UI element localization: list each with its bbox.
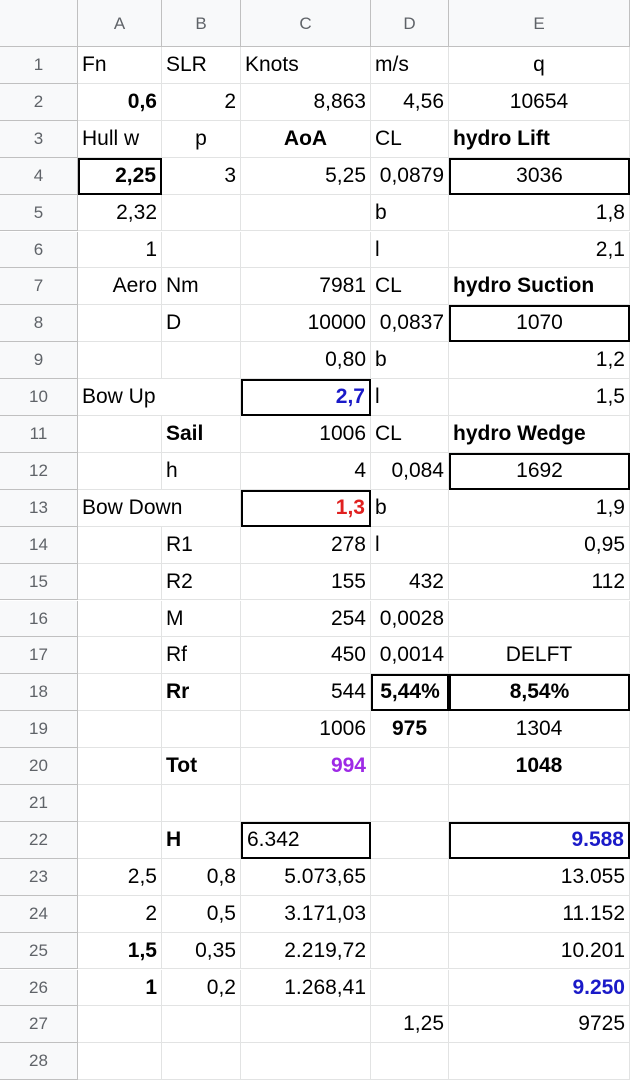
cell-a17[interactable] bbox=[78, 637, 162, 674]
row-header-26[interactable]: 26 bbox=[0, 970, 78, 1007]
cell-e6[interactable]: 2,1 bbox=[449, 232, 630, 269]
cell-c28[interactable] bbox=[241, 1043, 371, 1080]
cell-a11[interactable] bbox=[78, 416, 162, 453]
cell-e22[interactable]: 9.588 bbox=[449, 822, 630, 859]
cell-e12[interactable]: 1692 bbox=[449, 453, 630, 490]
cell-a14[interactable] bbox=[78, 527, 162, 564]
cell-e7[interactable]: hydro Suction bbox=[449, 268, 630, 305]
select-all-corner[interactable] bbox=[0, 0, 78, 47]
cell-a23[interactable]: 2,5 bbox=[78, 859, 162, 896]
row-header-3[interactable]: 3 bbox=[0, 121, 78, 158]
row-header-11[interactable]: 11 bbox=[0, 416, 78, 453]
cell-c15[interactable]: 155 bbox=[241, 564, 371, 601]
cell-d10[interactable]: l bbox=[371, 379, 449, 416]
cell-c3[interactable]: AoA bbox=[241, 121, 371, 158]
cell-d1[interactable]: m/s bbox=[371, 47, 449, 84]
cell-b1[interactable]: SLR bbox=[162, 47, 241, 84]
cell-e8[interactable]: 1070 bbox=[449, 305, 630, 342]
cell-c9[interactable]: 0,80 bbox=[241, 342, 371, 379]
cell-a25[interactable]: 1,5 bbox=[78, 933, 162, 970]
row-header-16[interactable]: 16 bbox=[0, 601, 78, 638]
cell-b25[interactable]: 0,35 bbox=[162, 933, 241, 970]
cell-b21[interactable] bbox=[162, 785, 241, 822]
cell-c7[interactable]: 7981 bbox=[241, 268, 371, 305]
cell-d20[interactable] bbox=[371, 748, 449, 785]
cell-a8[interactable] bbox=[78, 305, 162, 342]
row-header-17[interactable]: 17 bbox=[0, 637, 78, 674]
cell-b11[interactable]: Sail bbox=[162, 416, 241, 453]
cell-b4[interactable]: 3 bbox=[162, 158, 241, 195]
column-header-a[interactable]: A bbox=[78, 0, 162, 47]
cell-c27[interactable] bbox=[241, 1006, 371, 1043]
cell-d5[interactable]: b bbox=[371, 195, 449, 232]
row-header-15[interactable]: 15 bbox=[0, 564, 78, 601]
cell-e24[interactable]: 11.152 bbox=[449, 896, 630, 933]
row-header-2[interactable]: 2 bbox=[0, 84, 78, 121]
row-header-5[interactable]: 5 bbox=[0, 195, 78, 232]
cell-b6[interactable] bbox=[162, 232, 241, 269]
cell-e26[interactable]: 9.250 bbox=[449, 970, 630, 1007]
row-header-27[interactable]: 27 bbox=[0, 1006, 78, 1043]
cell-d21[interactable] bbox=[371, 785, 449, 822]
cell-d11[interactable]: CL bbox=[371, 416, 449, 453]
cell-b22[interactable]: H bbox=[162, 822, 241, 859]
row-header-23[interactable]: 23 bbox=[0, 859, 78, 896]
cell-e10[interactable]: 1,5 bbox=[449, 379, 630, 416]
row-header-13[interactable]: 13 bbox=[0, 490, 78, 527]
cell-d19[interactable]: 975 bbox=[371, 711, 449, 748]
cell-d6[interactable]: l bbox=[371, 232, 449, 269]
cell-e1[interactable]: q bbox=[449, 47, 630, 84]
cell-d22[interactable] bbox=[371, 822, 449, 859]
cell-d3[interactable]: CL bbox=[371, 121, 449, 158]
cell-a4[interactable]: 2,25 bbox=[78, 158, 162, 195]
cell-c4[interactable]: 5,25 bbox=[241, 158, 371, 195]
row-header-6[interactable]: 6 bbox=[0, 232, 78, 269]
cell-c13[interactable]: 1,3 bbox=[241, 490, 371, 527]
cell-a22[interactable] bbox=[78, 822, 162, 859]
cell-c20[interactable]: 994 bbox=[241, 748, 371, 785]
cell-b14[interactable]: R1 bbox=[162, 527, 241, 564]
cell-a21[interactable] bbox=[78, 785, 162, 822]
cell-e21[interactable] bbox=[449, 785, 630, 822]
cell-a16[interactable] bbox=[78, 601, 162, 638]
cell-b28[interactable] bbox=[162, 1043, 241, 1080]
row-header-14[interactable]: 14 bbox=[0, 527, 78, 564]
row-header-4[interactable]: 4 bbox=[0, 158, 78, 195]
cell-e4[interactable]: 3036 bbox=[449, 158, 630, 195]
row-header-24[interactable]: 24 bbox=[0, 896, 78, 933]
cell-c2[interactable]: 8,863 bbox=[241, 84, 371, 121]
cell-b3[interactable]: p bbox=[162, 121, 241, 158]
cell-c26[interactable]: 1.268,41 bbox=[241, 970, 371, 1007]
cell-e11[interactable]: hydro Wedge bbox=[449, 416, 630, 453]
cell-a3[interactable]: Hull w bbox=[78, 121, 162, 158]
cell-d17[interactable]: 0,0014 bbox=[371, 637, 449, 674]
cell-c5[interactable] bbox=[241, 195, 371, 232]
cell-a27[interactable] bbox=[78, 1006, 162, 1043]
row-header-19[interactable]: 19 bbox=[0, 711, 78, 748]
row-header-22[interactable]: 22 bbox=[0, 822, 78, 859]
cell-a28[interactable] bbox=[78, 1043, 162, 1080]
cell-d2[interactable]: 4,56 bbox=[371, 84, 449, 121]
cell-c19[interactable]: 1006 bbox=[241, 711, 371, 748]
column-header-c[interactable]: C bbox=[241, 0, 371, 47]
cell-a13[interactable]: Bow Down bbox=[78, 490, 241, 527]
cell-e9[interactable]: 1,2 bbox=[449, 342, 630, 379]
cell-a9[interactable] bbox=[78, 342, 162, 379]
cell-e27[interactable]: 9725 bbox=[449, 1006, 630, 1043]
cell-a2[interactable]: 0,6 bbox=[78, 84, 162, 121]
row-header-7[interactable]: 7 bbox=[0, 268, 78, 305]
cell-e20[interactable]: 1048 bbox=[449, 748, 630, 785]
cell-d16[interactable]: 0,0028 bbox=[371, 601, 449, 638]
cell-d14[interactable]: l bbox=[371, 527, 449, 564]
cell-e13[interactable]: 1,9 bbox=[449, 490, 630, 527]
cell-a15[interactable] bbox=[78, 564, 162, 601]
row-header-25[interactable]: 25 bbox=[0, 933, 78, 970]
cell-b19[interactable] bbox=[162, 711, 241, 748]
cell-b9[interactable] bbox=[162, 342, 241, 379]
cell-c21[interactable] bbox=[241, 785, 371, 822]
column-header-b[interactable]: B bbox=[162, 0, 241, 47]
cell-b23[interactable]: 0,8 bbox=[162, 859, 241, 896]
cell-c10[interactable]: 2,7 bbox=[241, 379, 371, 416]
cell-d25[interactable] bbox=[371, 933, 449, 970]
cell-d12[interactable]: 0,084 bbox=[371, 453, 449, 490]
row-header-20[interactable]: 20 bbox=[0, 748, 78, 785]
cell-c12[interactable]: 4 bbox=[241, 453, 371, 490]
cell-d27[interactable]: 1,25 bbox=[371, 1006, 449, 1043]
cell-c24[interactable]: 3.171,03 bbox=[241, 896, 371, 933]
cell-e19[interactable]: 1304 bbox=[449, 711, 630, 748]
cell-e28[interactable] bbox=[449, 1043, 630, 1080]
cell-b17[interactable]: Rf bbox=[162, 637, 241, 674]
cell-c18[interactable]: 544 bbox=[241, 674, 371, 711]
cell-a7[interactable]: Aero bbox=[78, 268, 162, 305]
cell-c22[interactable]: 6.342 bbox=[241, 822, 371, 859]
row-header-10[interactable]: 10 bbox=[0, 379, 78, 416]
cell-e2[interactable]: 10654 bbox=[449, 84, 630, 121]
cell-b15[interactable]: R2 bbox=[162, 564, 241, 601]
cell-b27[interactable] bbox=[162, 1006, 241, 1043]
cell-e3[interactable]: hydro Lift bbox=[449, 121, 630, 158]
column-header-e[interactable]: E bbox=[449, 0, 630, 47]
cell-a12[interactable] bbox=[78, 453, 162, 490]
cell-d9[interactable]: b bbox=[371, 342, 449, 379]
cell-e25[interactable]: 10.201 bbox=[449, 933, 630, 970]
row-header-8[interactable]: 8 bbox=[0, 305, 78, 342]
row-header-12[interactable]: 12 bbox=[0, 453, 78, 490]
cell-b18[interactable]: Rr bbox=[162, 674, 241, 711]
column-header-d[interactable]: D bbox=[371, 0, 449, 47]
cell-a10[interactable]: Bow Up bbox=[78, 379, 241, 416]
cell-a24[interactable]: 2 bbox=[78, 896, 162, 933]
cell-b8[interactable]: D bbox=[162, 305, 241, 342]
cell-c16[interactable]: 254 bbox=[241, 601, 371, 638]
cell-d8[interactable]: 0,0837 bbox=[371, 305, 449, 342]
cell-a1[interactable]: Fn bbox=[78, 47, 162, 84]
cell-c14[interactable]: 278 bbox=[241, 527, 371, 564]
row-header-28[interactable]: 28 bbox=[0, 1043, 78, 1080]
cell-c17[interactable]: 450 bbox=[241, 637, 371, 674]
cell-c8[interactable]: 10000 bbox=[241, 305, 371, 342]
cell-d4[interactable]: 0,0879 bbox=[371, 158, 449, 195]
cell-e18[interactable]: 8,54% bbox=[449, 674, 630, 711]
cell-a5[interactable]: 2,32 bbox=[78, 195, 162, 232]
cell-a18[interactable] bbox=[78, 674, 162, 711]
cell-c23[interactable]: 5.073,65 bbox=[241, 859, 371, 896]
cell-b16[interactable]: M bbox=[162, 601, 241, 638]
cell-e23[interactable]: 13.055 bbox=[449, 859, 630, 896]
cell-b12[interactable]: h bbox=[162, 453, 241, 490]
cell-c25[interactable]: 2.219,72 bbox=[241, 933, 371, 970]
cell-d28[interactable] bbox=[371, 1043, 449, 1080]
cell-d7[interactable]: CL bbox=[371, 268, 449, 305]
cell-c11[interactable]: 1006 bbox=[241, 416, 371, 453]
cell-e16[interactable] bbox=[449, 601, 630, 638]
row-header-21[interactable]: 21 bbox=[0, 785, 78, 822]
row-header-18[interactable]: 18 bbox=[0, 674, 78, 711]
cell-b2[interactable]: 2 bbox=[162, 84, 241, 121]
cell-d13[interactable]: b bbox=[371, 490, 449, 527]
cell-b20[interactable]: Tot bbox=[162, 748, 241, 785]
cell-e15[interactable]: 112 bbox=[449, 564, 630, 601]
cell-e17[interactable]: DELFT bbox=[449, 637, 630, 674]
cell-c1[interactable]: Knots bbox=[241, 47, 371, 84]
cell-b24[interactable]: 0,5 bbox=[162, 896, 241, 933]
cell-b5[interactable] bbox=[162, 195, 241, 232]
cell-e5[interactable]: 1,8 bbox=[449, 195, 630, 232]
cell-d15[interactable]: 432 bbox=[371, 564, 449, 601]
cell-a19[interactable] bbox=[78, 711, 162, 748]
cell-b7[interactable]: Nm bbox=[162, 268, 241, 305]
cell-d18[interactable]: 5,44% bbox=[371, 674, 449, 711]
cell-b26[interactable]: 0,2 bbox=[162, 970, 241, 1007]
row-header-1[interactable]: 1 bbox=[0, 47, 78, 84]
cell-a26[interactable]: 1 bbox=[78, 970, 162, 1007]
cell-d23[interactable] bbox=[371, 859, 449, 896]
cell-a6[interactable]: 1 bbox=[78, 232, 162, 269]
cell-a20[interactable] bbox=[78, 748, 162, 785]
cell-d26[interactable] bbox=[371, 970, 449, 1007]
cell-e14[interactable]: 0,95 bbox=[449, 527, 630, 564]
cell-c6[interactable] bbox=[241, 232, 371, 269]
cell-d24[interactable] bbox=[371, 896, 449, 933]
row-header-9[interactable]: 9 bbox=[0, 342, 78, 379]
